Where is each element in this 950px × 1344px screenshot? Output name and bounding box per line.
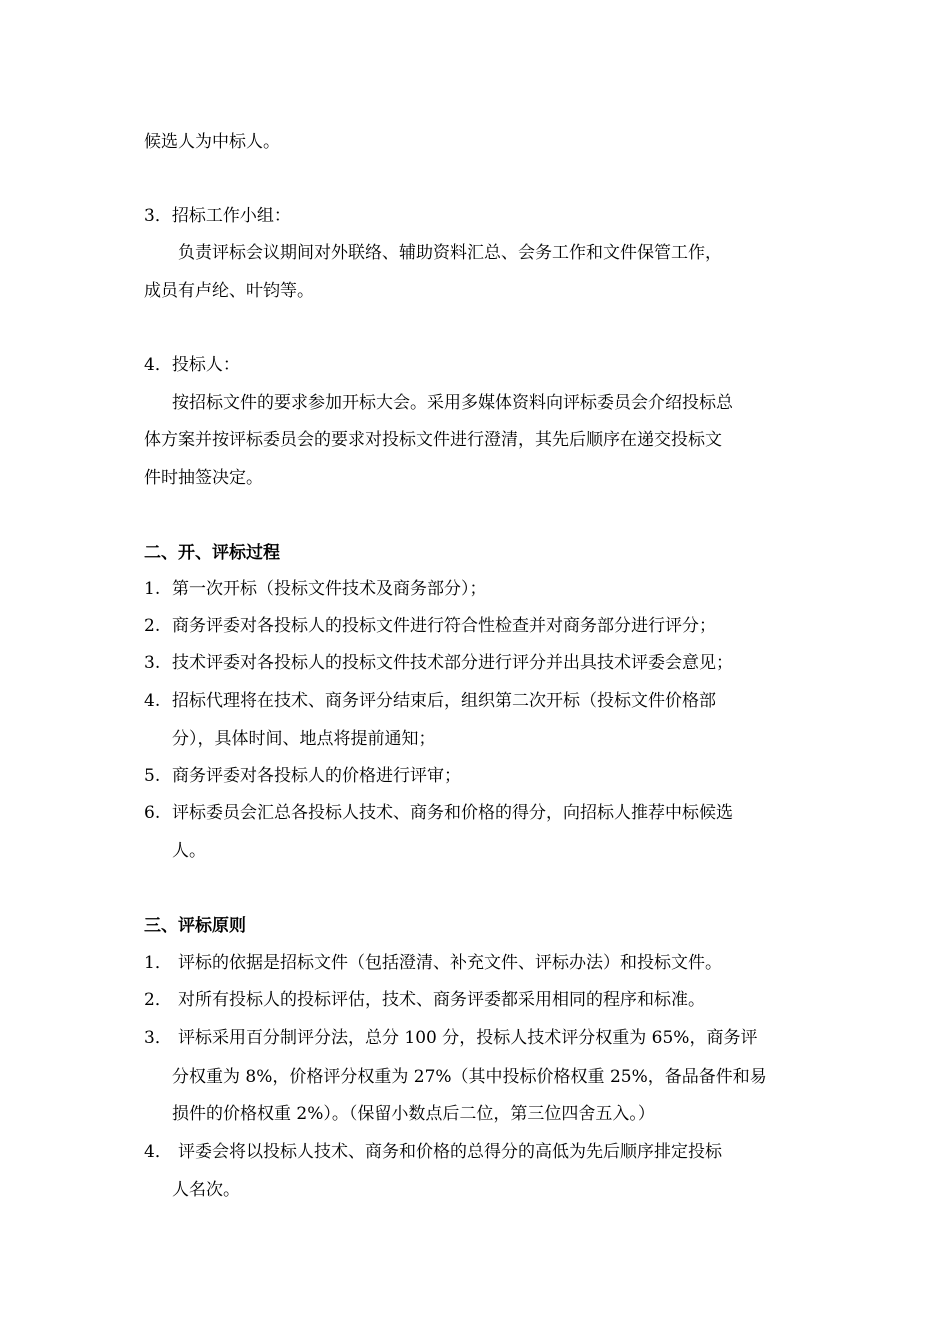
principle-item-4-text-line2: 人名次。: [172, 1180, 240, 1200]
process-item-1-num: 1.: [144, 579, 161, 599]
process-item-6-text-line2: 人。: [172, 841, 206, 861]
process-item-2-num: 2.: [144, 616, 161, 636]
principle-item-2-text: 对所有投标人的投标评估，技术、商务评委都采用相同的程序和标准。: [178, 990, 705, 1010]
principle-item-2-num: 2．: [144, 990, 172, 1010]
process-item-6-text-line1: 评标委员会汇总各投标人技术、商务和价格的得分，向招标人推荐中标候选: [172, 803, 733, 823]
principle-item-3-text-line3: 损件的价格权重 2%）。（保留小数点后二位，第三位四舍五入。）: [172, 1104, 655, 1124]
process-item-1-text: 第一次开标（投标文件技术及商务部分）；: [172, 579, 487, 599]
process-item-5-num: 5.: [144, 766, 161, 786]
process-heading: 二、开、评标过程: [144, 543, 280, 563]
process-item-3-text: 技术评委对各投标人的投标文件技术部分进行评分并出具技术评委会意见；: [172, 653, 733, 673]
principle-item-4-num: 4．: [144, 1142, 172, 1162]
process-item-4-text-line1: 招标代理将在技术、商务评分结束后，组织第二次开标（投标文件价格部: [172, 691, 716, 711]
section-4-body-line1: 按招标文件的要求参加开标大会。采用多媒体资料向评标委员会介绍投标总: [172, 393, 733, 413]
process-item-6-num: 6.: [144, 803, 161, 823]
principle-item-3-text-line1: 评标采用百分制评分法，总分 100 分，投标人技术评分权重为 65%，商务评: [178, 1028, 758, 1048]
section-4-body-line2: 体方案并按评标委员会的要求对投标文件进行澄清，其先后顺序在递交投标文: [144, 430, 722, 450]
process-item-3-num: 3.: [144, 653, 161, 673]
intro-continuation: 候选人为中标人。: [144, 132, 280, 152]
process-item-5-text: 商务评委对各投标人的价格进行评审；: [172, 766, 461, 786]
principles-heading: 三、评标原则: [144, 916, 246, 936]
section-4-body-line3: 件时抽签决定。: [144, 468, 263, 488]
section-3-heading: 3．招标工作小组：: [144, 206, 291, 226]
process-item-4-text-line2: 分），具体时间、地点将提前通知；: [172, 729, 436, 749]
process-item-4-num: 4.: [144, 691, 161, 711]
section-4-heading: 4．投标人：: [144, 355, 240, 375]
principle-item-4-text-line1: 评委会将以投标人技术、商务和价格的总得分的高低为先后顺序排定投标: [178, 1142, 722, 1162]
principle-item-1-num: 1．: [144, 953, 172, 973]
principle-item-3-num: 3．: [144, 1028, 172, 1048]
section-3-body-line1: 负责评标会议期间对外联络、辅助资料汇总、会务工作和文件保管工作，: [178, 243, 722, 263]
process-item-2-text: 商务评委对各投标人的投标文件进行符合性检查并对商务部分进行评分；: [172, 616, 716, 636]
section-3-body-line2: 成员有卢纶、叶钧等。: [144, 281, 314, 301]
principle-item-1-text: 评标的依据是招标文件（包括澄清、补充文件、评标办法）和投标文件。: [178, 953, 722, 973]
principle-item-3-text-line2: 分权重为 8%，价格评分权重为 27%（其中投标价格权重 25%，备品备件和易: [172, 1067, 767, 1087]
